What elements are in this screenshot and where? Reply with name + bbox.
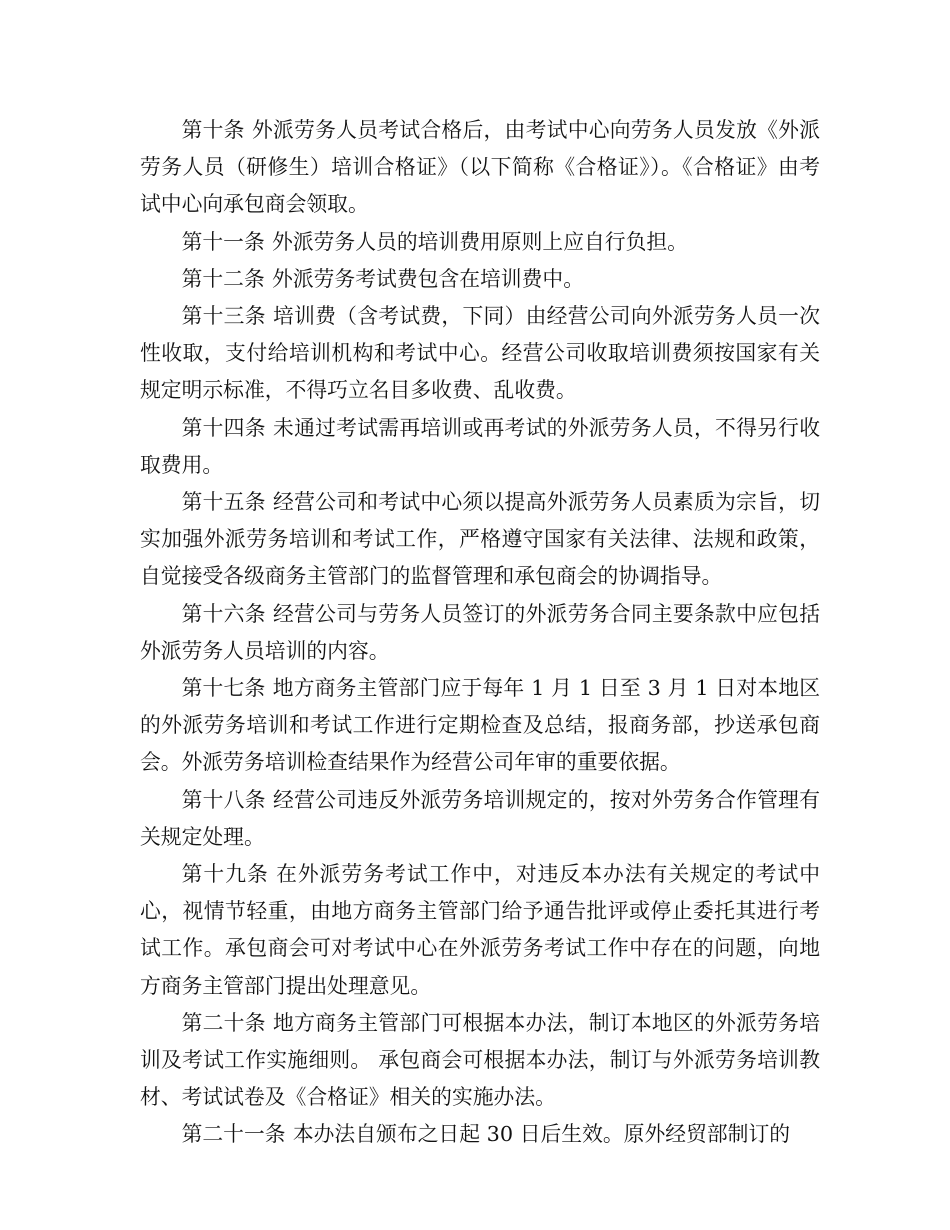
article-17 bbox=[140, 670, 820, 782]
article-text: 外派劳务考试费包含在培训费中。 bbox=[272, 266, 584, 291]
article-text: 未通过考试需再培训或再考试的外派劳务人员，不得另行收取费用。 bbox=[140, 415, 820, 477]
article-number: 第十七条 bbox=[181, 676, 266, 701]
article-text: 本办法自颁布之日起 30 日后生效。原外经贸部制订的 bbox=[292, 1122, 791, 1147]
document-body bbox=[140, 112, 820, 1154]
article-text: 在外派劳务考试工作中，对违反本办法有关规定的考试中心，视情节轻重，由地方商务主管部门给予通告批评或停止委托其进行考试工作。承包商会可对考试中心在外派劳务考试工作中存在的问题，向地方商务主管部门提出处理意见。 bbox=[140, 862, 821, 998]
article-text: 经营公司和考试中心须以提高外派劳务人员素质为宗旨，切实加强外派劳务培训和考试工作，严格遵守国家有关法律、法规和政策，自觉接受各级商务主管部门的监督管理和承包商会的协调指导。 bbox=[140, 490, 820, 589]
article-18 bbox=[140, 782, 820, 856]
article-number: 第二十一条 bbox=[181, 1122, 286, 1147]
article-text: 外派劳务人员考试合格后，由考试中心向劳务人员发放《外派劳务人员（研修生）培训合格证》（以下简称《合格证》）。《合格证》由考试中心向承包商会领取。 bbox=[140, 118, 820, 217]
article-12 bbox=[140, 261, 820, 298]
article-text: 地方商务主管部门可根据本办法，制订本地区的外派劳务培训及考试工作实施细则。 承包商会可根据本办法，制订与外派劳务培训教材、考试试卷及《合格证》相关的实施办法。 bbox=[140, 1010, 820, 1110]
article-13 bbox=[140, 298, 820, 410]
article-number: 第十二条 bbox=[181, 266, 265, 291]
article-text: 经营公司违反外派劳务培训规定的，按对外劳务合作管理有关规定处理。 bbox=[140, 787, 820, 849]
article-19 bbox=[140, 856, 820, 1005]
article-text: 地方商务主管部门应于每年 1 月 1 日至 3 月 1 日对本地区的外派劳务培训和考试工作进行定期检查及总结，报商务部，抄送承包商会。外派劳务培训检查结果作为经营公司年审的重要依据。 bbox=[140, 676, 821, 775]
article-number: 第十九条 bbox=[181, 862, 269, 887]
article-16 bbox=[140, 596, 820, 670]
article-21 bbox=[140, 1116, 820, 1153]
article-10 bbox=[140, 112, 820, 224]
article-number: 第十三条 bbox=[181, 304, 266, 329]
article-number: 第十五条 bbox=[181, 490, 266, 515]
article-text: 外派劳务人员的培训费用原则上应自行负担。 bbox=[272, 229, 688, 254]
article-number: 第二十条 bbox=[181, 1010, 266, 1035]
article-15 bbox=[140, 484, 820, 596]
article-number: 第十一条 bbox=[181, 229, 265, 254]
article-14 bbox=[140, 410, 820, 484]
article-number: 第十条 bbox=[181, 118, 245, 142]
article-number: 第十六条 bbox=[181, 601, 266, 626]
article-text: 经营公司与劳务人员签订的外派劳务合同主要条款中应包括外派劳务人员培训的内容。 bbox=[140, 601, 820, 663]
article-number: 第十四条 bbox=[181, 415, 266, 440]
article-text: 培训费（含考试费，下同）由经营公司向外派劳务人员一次性收取，支付给培训机构和考试中心。经营公司收取培训费须按国家有关规定明示标准，不得巧立名目多收费、乱收费。 bbox=[140, 304, 820, 403]
article-11 bbox=[140, 224, 820, 261]
article-number: 第十八条 bbox=[181, 787, 266, 812]
article-20 bbox=[140, 1005, 820, 1117]
